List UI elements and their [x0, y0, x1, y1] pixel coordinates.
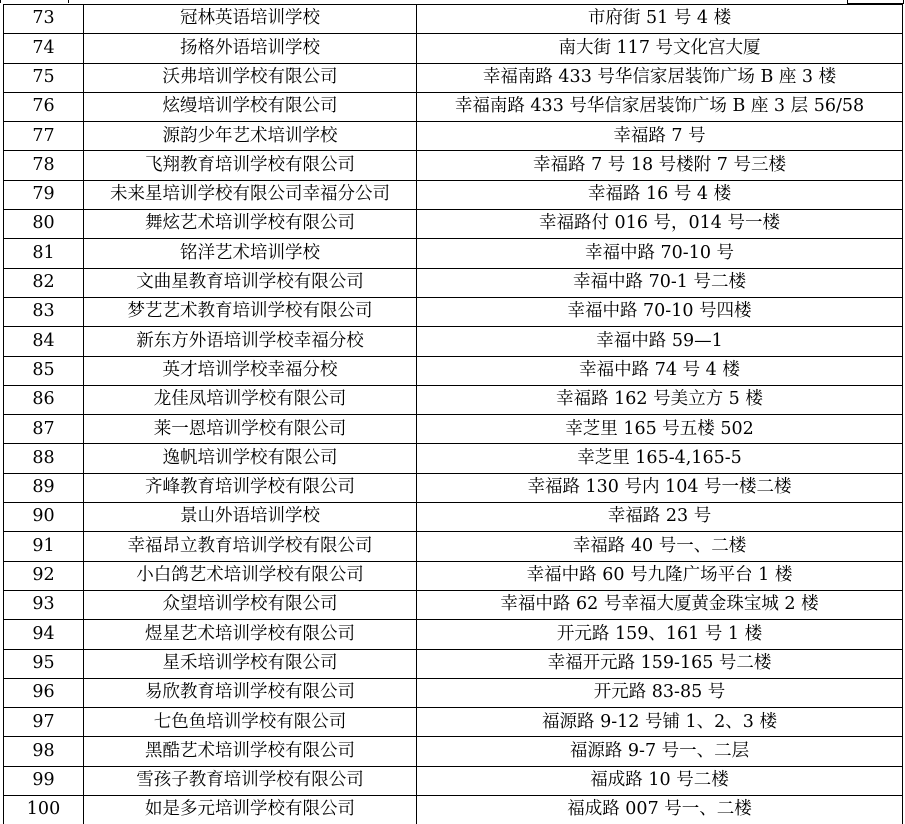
table-row	[4, 678, 903, 707]
row-number-cell: 98	[4, 737, 84, 766]
row-number-cell: 94	[4, 620, 84, 649]
row-number-cell: 87	[4, 415, 84, 444]
row-number-cell: 93	[4, 590, 84, 619]
school-name-cell: 易欣教育培训学校有限公司	[84, 678, 417, 707]
address-cell: 开元路 83-85 号	[417, 678, 903, 707]
address-cell: 幸福开元路 159-165 号二楼	[417, 649, 903, 678]
table-border-fragment	[68, 0, 69, 3]
school-name-cell: 小白鸽艺术培训学校有限公司	[84, 561, 417, 590]
table-row	[4, 620, 903, 649]
table-row	[4, 327, 903, 356]
row-number-cell: 79	[4, 180, 84, 209]
address-cell: 幸福路付 016 号，014 号一楼	[417, 210, 903, 239]
address-cell: 幸芝里 165 号五楼 502	[417, 415, 903, 444]
address-cell: 福成路 10 号二楼	[417, 766, 903, 795]
school-name-cell: 如是多元培训学校有限公司	[84, 796, 417, 824]
address-cell: 幸福路 23 号	[417, 503, 903, 532]
school-name-cell: 文曲星教育培训学校有限公司	[84, 268, 417, 297]
address-cell: 市府街 51 号 4 楼	[417, 5, 903, 34]
school-name-cell: 雪孩子教育培训学校有限公司	[84, 766, 417, 795]
row-number-cell: 85	[4, 356, 84, 385]
row-number-cell: 100	[4, 796, 84, 824]
table-border-fragment	[0, 0, 1, 3]
table-row	[4, 63, 903, 92]
row-number-cell: 99	[4, 766, 84, 795]
address-cell: 幸福中路 59—1	[417, 327, 903, 356]
row-number-cell: 73	[4, 5, 84, 34]
address-cell: 福源路 9-7 号一、二层	[417, 737, 903, 766]
row-number-cell: 84	[4, 327, 84, 356]
address-cell: 南大街 117 号文化宫大厦	[417, 34, 903, 63]
school-name-cell: 星禾培训学校有限公司	[84, 649, 417, 678]
table-row	[4, 473, 903, 502]
table-row	[4, 796, 903, 824]
row-number-cell: 76	[4, 92, 84, 121]
address-cell: 开元路 159、161 号 1 楼	[417, 620, 903, 649]
row-number-cell: 88	[4, 444, 84, 473]
table-row	[4, 444, 903, 473]
table-row	[4, 239, 903, 268]
address-cell: 福成路 007 号一、二楼	[417, 796, 903, 824]
row-number-cell: 96	[4, 678, 84, 707]
table-row	[4, 590, 903, 619]
address-cell: 幸福路 7 号 18 号楼附 7 号三楼	[417, 151, 903, 180]
address-cell: 幸福中路 70-10 号	[417, 239, 903, 268]
table-body	[4, 5, 903, 824]
school-name-cell: 景山外语培训学校	[84, 503, 417, 532]
table-row	[4, 297, 903, 326]
school-name-cell: 齐峰教育培训学校有限公司	[84, 473, 417, 502]
address-cell: 幸福路 16 号 4 楼	[417, 180, 903, 209]
school-name-cell: 扬格外语培训学校	[84, 34, 417, 63]
row-number-cell: 74	[4, 34, 84, 63]
row-number-cell: 78	[4, 151, 84, 180]
table-row	[4, 385, 903, 414]
school-name-cell: 众望培训学校有限公司	[84, 590, 417, 619]
table-row	[4, 356, 903, 385]
table-row	[4, 766, 903, 795]
school-name-cell: 铭洋艺术培训学校	[84, 239, 417, 268]
address-cell: 幸福路 40 号一、二楼	[417, 532, 903, 561]
school-name-cell: 梦艺艺术教育培训学校有限公司	[84, 297, 417, 326]
table-row	[4, 503, 903, 532]
school-name-cell: 舞炫艺术培训学校有限公司	[84, 210, 417, 239]
school-name-cell: 黑酷艺术培训学校有限公司	[84, 737, 417, 766]
table-row	[4, 151, 903, 180]
address-cell: 幸福中路 74 号 4 楼	[417, 356, 903, 385]
school-name-cell: 幸福昂立教育培训学校有限公司	[84, 532, 417, 561]
address-cell: 福源路 9-12 号铺 1、2、3 楼	[417, 708, 903, 737]
address-cell: 幸福中路 60 号九隆广场平台 1 楼	[417, 561, 903, 590]
address-cell: 幸福中路 62 号幸福大厦黄金珠宝城 2 楼	[417, 590, 903, 619]
table-row	[4, 210, 903, 239]
row-number-cell: 97	[4, 708, 84, 737]
table-row	[4, 268, 903, 297]
school-name-cell: 煜星艺术培训学校有限公司	[84, 620, 417, 649]
table-row	[4, 5, 903, 34]
row-number-cell: 80	[4, 210, 84, 239]
school-name-cell: 源韵少年艺术培训学校	[84, 122, 417, 151]
table-row	[4, 708, 903, 737]
row-number-cell: 89	[4, 473, 84, 502]
school-name-cell: 莱一恩培训学校有限公司	[84, 415, 417, 444]
address-cell: 幸福路 130 号内 104 号一楼二楼	[417, 473, 903, 502]
school-name-cell: 冠林英语培训学校	[84, 5, 417, 34]
school-name-cell: 沃弗培训学校有限公司	[84, 63, 417, 92]
address-cell: 幸芝里 165-4,165-5	[417, 444, 903, 473]
table-row	[4, 737, 903, 766]
table-row	[4, 122, 903, 151]
row-number-cell: 77	[4, 122, 84, 151]
school-name-cell: 未来星培训学校有限公司幸福分公司	[84, 180, 417, 209]
row-number-cell: 86	[4, 385, 84, 414]
school-name-cell: 英才培训学校幸福分校	[84, 356, 417, 385]
school-name-cell: 炫缦培训学校有限公司	[84, 92, 417, 121]
school-name-cell: 龙佳凤培训学校有限公司	[84, 385, 417, 414]
table-row	[4, 92, 903, 121]
row-number-cell: 92	[4, 561, 84, 590]
school-name-cell: 新东方外语培训学校幸福分校	[84, 327, 417, 356]
address-cell: 幸福中路 70-1 号二楼	[417, 268, 903, 297]
row-number-cell: 90	[4, 503, 84, 532]
address-cell: 幸福中路 70-10 号四楼	[417, 297, 903, 326]
row-number-cell: 95	[4, 649, 84, 678]
address-cell: 幸福南路 433 号华信家居装饰广场 B 座 3 楼	[417, 63, 903, 92]
row-number-cell: 82	[4, 268, 84, 297]
table-row	[4, 532, 903, 561]
table-row	[4, 180, 903, 209]
address-cell: 幸福南路 433 号华信家居装饰广场 B 座 3 层 56/58	[417, 92, 903, 121]
school-name-cell: 逸帆培训学校有限公司	[84, 444, 417, 473]
address-cell: 幸福路 7 号	[417, 122, 903, 151]
table-row	[4, 415, 903, 444]
training-school-table	[3, 4, 903, 824]
table-row	[4, 34, 903, 63]
school-name-cell: 飞翔教育培训学校有限公司	[84, 151, 417, 180]
row-number-cell: 75	[4, 63, 84, 92]
row-number-cell: 91	[4, 532, 84, 561]
address-cell: 幸福路 162 号美立方 5 楼	[417, 385, 903, 414]
school-name-cell: 七色鱼培训学校有限公司	[84, 708, 417, 737]
row-number-cell: 81	[4, 239, 84, 268]
table-row	[4, 561, 903, 590]
table-row	[4, 649, 903, 678]
row-number-cell: 83	[4, 297, 84, 326]
